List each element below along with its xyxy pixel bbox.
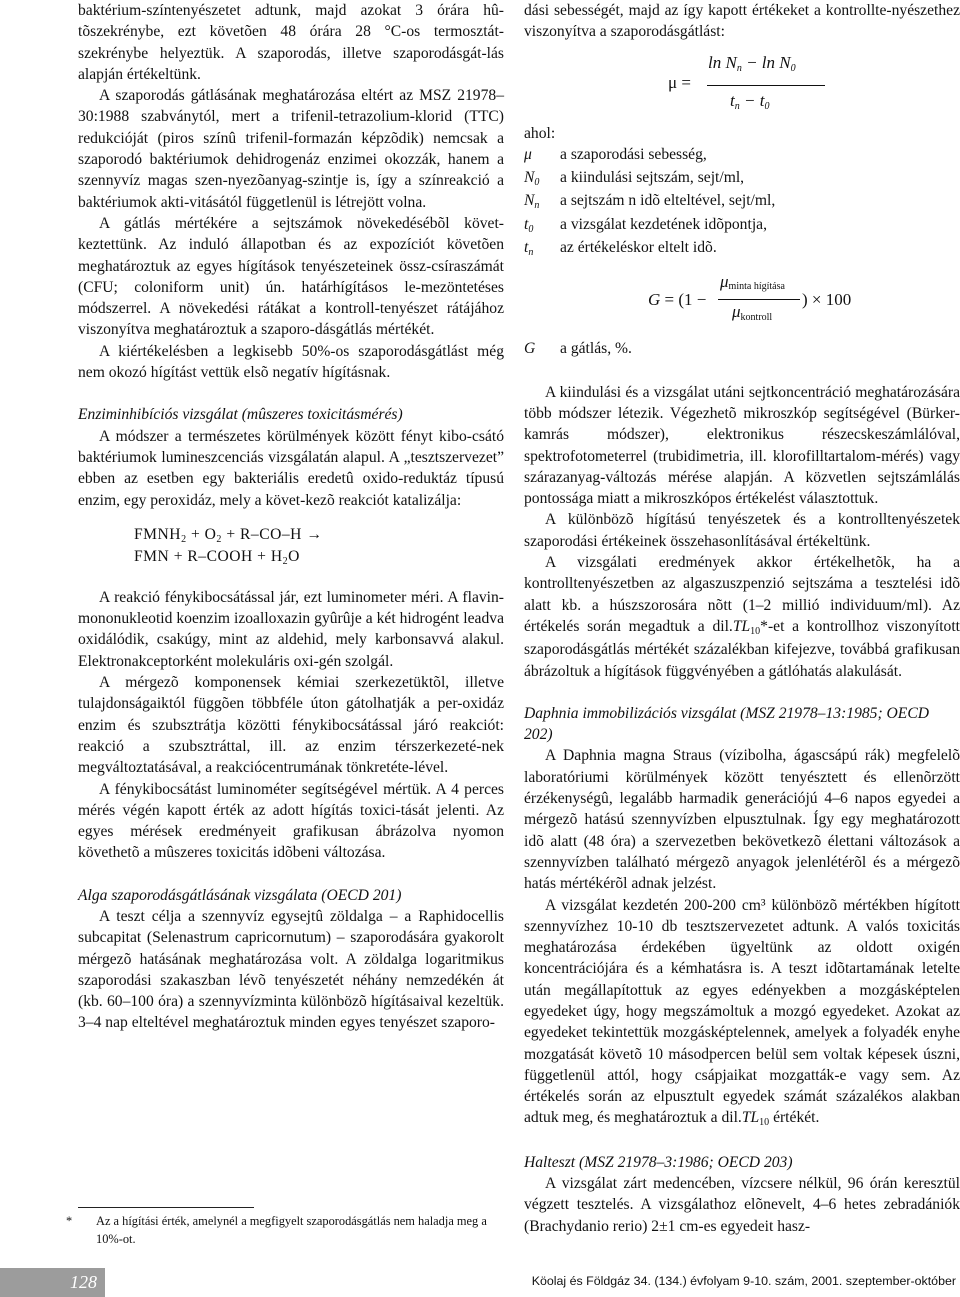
paragraph: A fénykibocsátást luminométer segítségével mértük. A 4 perces mérés végén kapott érték az adott hígítás toxici-tását jelenti. Az egyes mérések eredményeit grafikusan ábrázolva nyomon követhetõ a mûszeres toxicitás idõbeni változása. (78, 780, 504, 862)
footnote-text: Az a hígítási érték, amelynél a megfigyelt szaporodásgátlás nem haladja meg a 10%-ot. (96, 1214, 487, 1246)
section-heading: Enziminhibíciós vizsgálat (mûszeres toxicitásmérés) (78, 406, 403, 424)
fraction-bar (718, 299, 800, 300)
variable-definition (524, 214, 960, 237)
paragraph: A különbözõ hígítású tenyészetek és a kontrolltenyészetek szaporodási értékeinek összehasonlításával értékeltünk. (524, 511, 960, 550)
variable-description: a szaporodási sebesség, (560, 145, 707, 163)
variable-description: a sejtszám n idõ elteltével, sejt/ml, (560, 192, 776, 210)
formula-denominator: μkontroll (732, 302, 773, 324)
variable-definition (524, 190, 960, 213)
footnote-mark: * (66, 1214, 73, 1228)
variable-description: a kiindulási sejtszám, sejt/ml, (560, 169, 745, 187)
inhibition-formula (524, 268, 960, 338)
formula-numerator: μminta hígítása (720, 272, 785, 293)
paragraph: A szaporodás gátlásának meghatározása eltért az MSZ 21978–30:1988 szabványtól, mert a trifenil-tetrazolium-klorid (TTC) redukcióját (piros színû trifenil-formazán képzõdik) nemcsak a szaporodó baktériumok dehidrogenáz enzimei okozzák, hanem a szennyvíz magas szen-nyezõanyag-szintje is, így a színreakció a baktériumok akti-vitásától függetlenül is létrejött volna. (78, 87, 504, 211)
equation-line-2: FMN + R–COOH + H2O (134, 547, 300, 567)
paragraph: baktérium-színtenyészetet adtunk, majd azokat 3 órára hû-tõszekrénybe, ezt követõen 48 órára 28 °C-os termosztát-szekrénybe helyeztük. A szaporodás, illetve szaporodásgát-lás alapján értékeltünk. (78, 2, 504, 83)
paragraph: A vizsgálat zárt medencében, vízcsere nélkül, 96 órán keresztül végzett tesztelés. A vizsgálathoz elõnevelt, 4–6 hetes zebradániók (Brachydanio rerio) 2±1 cm-es egyedeit hasz- (524, 1175, 960, 1235)
variable-symbol: tn (524, 239, 534, 259)
section-heading: Daphnia immobilizációs vizsgálat (MSZ 21978–13:1985; OECD 202) (524, 704, 929, 744)
formula-denominator: tn − t0 (730, 90, 770, 112)
variable-symbol: μ (524, 145, 532, 163)
variable-description: az értékeléskor eltelt idõ. (560, 239, 717, 257)
arrow-icon: → (306, 525, 323, 543)
variable-definition (524, 237, 960, 260)
paragraph: A módszer a természetes körülmények között fényt kibo-csátó baktériumok lumineszcenciás vizsgálatán alapul. A „tesztszervezet” ebben az esetben egy bakteriális eredetû oxido-reduktáz típusú enzim, egy peroxidáz, mely a követ-kezõ reakciót katalizálja: (78, 427, 504, 509)
paragraph: A kiindulási és a vizsgálat utáni sejtkoncentráció meghatározására több módszer létezik. Végezhetõ mikroszkóp segítségével (Bürker-kamrás módszer), elektronikus részecskeszámlálóval, spektrofotometerrel (trubidimetria, ill. klorofilltartalom-mérés) vagy szárazanyag-változás mérése alapján. A közvetlen sejtszámlálás pontossága miatt a mikroszkópos értékelést választottuk. (524, 383, 960, 508)
fraction-bar (707, 85, 825, 86)
paragraph: A kiértékelésben a legkisebb 50%-os szaporodásgátlást még nem okozó hígítást vettük elsõ negatív hígításnak. (78, 342, 504, 382)
formula-numerator: ln Nn − ln N0 (708, 52, 796, 74)
paragraph: A mérgezõ komponensek kémiai szerkezetüktõl, illetve tulajdonságaiktól függõen többféle úton gátolhatják a per-oxidáz enzim és szubsztrátja közötti fénykibocsátással járó reakciót: reakció a szubsztráttal, ill. az enzim térszerkezeté-nek megváltoztatásával, a reakciócentrumának tönkretéte-lével. (78, 674, 504, 777)
variable-definition (524, 167, 960, 190)
paragraph: dási sebességét, majd az így kapott értékeket a kontrollte-nyészethez viszonyítva a szaporodásgátlást: (524, 2, 960, 41)
variable-definition: G a gátlás, %. (524, 340, 632, 358)
footnote-rule (78, 1207, 254, 1208)
paragraph: A teszt célja a szennyvíz egysejtû zöldalga – a Raphidocellis subcapitat (Selenastrum capricornutum) – szaporodására gyakorolt mérgezõ hatásának meghatározása volt. A zöldalga logaritmikus szaporodási szakaszban lévõ tenyészetét néhány nemzedékén át (kb. 60–100 óra) a szennyvízminta különbözõ hígításaival kezeltük. 3–4 nap elteltével meghatároztuk minden egyes tenyészet szaporo- (78, 907, 504, 1032)
variable-symbol: t0 (524, 215, 534, 235)
paragraph: A reakció fénykibocsátással jár, ezt luminometer méri. A flavin-mononukleotid koenzim izoalloxazin gyûrûje a két hidrogént leadva oxidálódik, csakúgy, mint az aldehid, mely karbonsavvá alakul. Elektronakceptorként molekuláris oxi-gén szolgál. (78, 588, 504, 670)
formula-rhs: ) × 100 (802, 290, 852, 310)
growth-rate-formula (524, 43, 960, 123)
variable-description: a vizsgálat kezdetének idõpontja, (560, 215, 767, 233)
where-label: ahol: (524, 124, 556, 142)
formula-lhs: μ = (668, 72, 691, 92)
paragraph: A gátlás mértékére a sejtszámok növekedésébõl követ-keztettünk. Az induló állapotban és az expozíciót követõen meghatároztuk az egyes hígítások tenyészeteinek össz-csíraszámát (CFU; coloniform unit) ún. határhígításos le-mezöntetéses módszerrel. A növekedési rátákat a kontroll-tenyészet rátájához viszonyítva meghatároztuk a szaporo-dásgátlás mértékét. (78, 214, 504, 339)
equation-line-1: FMNH2 + O2 + R–CO–H → (134, 525, 323, 545)
paragraph: A Daphnia magna Straus (vízibolha, ágascsápú rák) megfelelõ laboratóriumi körülmények között tenyésztett és ellenõrzött érzékenységû, legalább harmadik generációjú 4–6 napos egyedei a mérgezõ hatású szennyvízben elpusztulnak. Így egy meghatározott idõ alatt (48 óra) a szervezetben bekövetkezõ élettani változások a szennyvízben található mérgezõ anyagok jelenlétérõl és a mérgezõ hatás mértékérõl adnak jelzést. (524, 747, 960, 893)
formula-lhs: G = (1 − (648, 290, 707, 310)
variable-definitions (524, 144, 960, 260)
section-heading: Alga szaporodásgátlásának vizsgálata (OECD 201) (78, 886, 402, 904)
variable-symbol: Nn (524, 192, 540, 212)
right-column (524, 0, 960, 1237)
page-number: 128 (0, 1268, 105, 1297)
left-column (78, 0, 504, 1034)
paragraph: A vizsgálat kezdetén 200-200 cm³ különbözõ mértékben hígított szennyvízhez 10-10 db tesztszervezetet adtunk. A valós toxicitás meghatározása érdekében ügyeltünk az oldott oxigén koncentrációjára és a kémhatásra is. A teszt idõtartamának letelte után megállapítottuk az egyes edényekben a mozgásképtelen egyedeket úgy, hogy megszámoltuk a mozgó egyedeket. Azokat az egyedeket tekintettük mozgásképtelennek, amelyek a folyadék enyhe mozgatását követõ 10 másodpercen belül sem voltak képesek úszni, függetlenül attól, hogy csápjaikat mozgatták-e vagy sem. Az értékelés során az elpusztult egyedek számát százalékos alakban adtuk meg, és meghatároztuk a dil.TL10 értékét. (524, 896, 960, 1129)
section-heading: Halteszt (MSZ 21978–3:1986; OECD 203) (524, 1153, 793, 1171)
paragraph: A vizsgálati eredmények akkor értékelhetõk, ha a kontrolltenyészetben az algaszuszpenzió sejtszáma a tesztelési idõ alatt kb. a húszszorosára nõtt (1–2 millió individuum/ml). Az értékelés során megadtuk a dil.TL10*-et a kontrollhoz viszonyított szaporodásgátlás mértékét százalékban kifejezve, továbbá grafikusan ábrázoltuk a hígítások függvényében a gátlóhatás alakulását. (524, 554, 960, 680)
variable-definition (524, 144, 960, 167)
reaction-equation (78, 511, 504, 587)
journal-footer: Köolaj és Földgáz 34. (134.) évfolyam 9-10. szám, 2001. szeptember-október (531, 1274, 956, 1288)
variable-symbol: N0 (524, 169, 540, 189)
footnote (66, 1213, 504, 1248)
